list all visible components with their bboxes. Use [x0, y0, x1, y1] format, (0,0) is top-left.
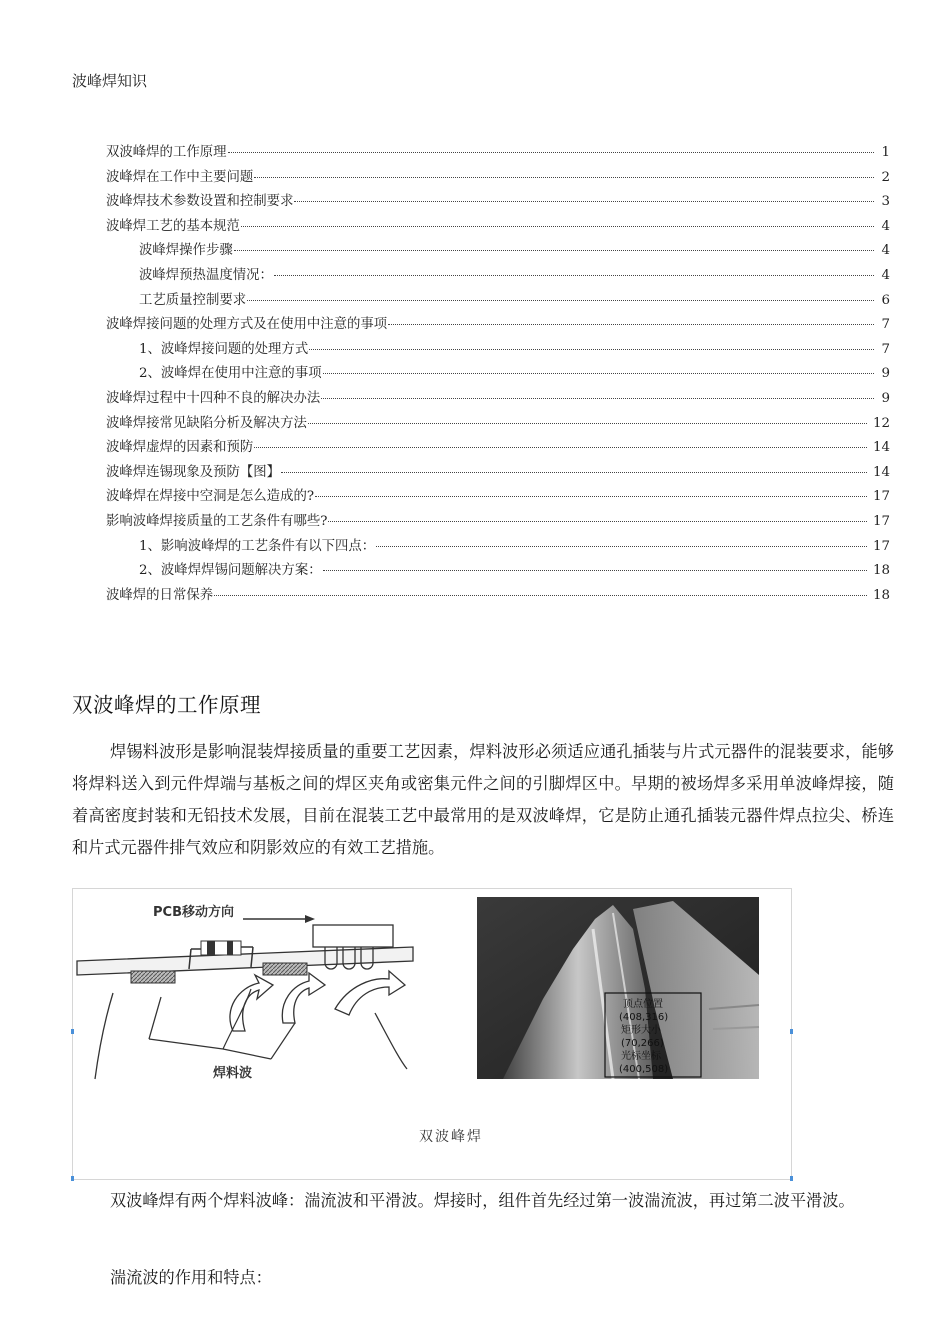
chip-component-2 — [263, 963, 307, 975]
paragraph-turbulent-wave: 湍流波的作用和特点： — [110, 1268, 272, 1287]
toc-entry[interactable] — [106, 190, 890, 215]
toc-entry-title: 波峰焊预热温度情况： — [139, 267, 273, 283]
paragraph-intro: 焊锡料波形是影响混装焊接质量的重要工艺因素，焊料波形必须适应通孔插装与片式元器件的混装要求，能够将焊料送入到元件焊端与基板之间的焊区夹角或密集元件之间的引脚焊区中。早期的被场焊多采用单波峰焊接，随着高密度封装和无铅技术发展，目前在混装工艺中最常用的是双波峰焊，它是防止通孔插装元器件焊点拉尖、桥连和片式元器件排气效应和阴影效应的有效工艺措施。 — [72, 742, 894, 857]
toc-page-number: 6 — [881, 292, 890, 308]
toc-entry-title: 工艺质量控制要求 — [139, 292, 247, 308]
resize-handle-bottom-right[interactable] — [790, 1176, 793, 1181]
toc-entry-title: 双波峰焊的工作原理 — [106, 145, 227, 160]
toc-entry-title: 波峰焊在工作中主要问题 — [106, 169, 254, 185]
toc-entry[interactable] — [106, 387, 890, 412]
toc-entry-title: 波峰焊技术参数设置和控制要求 — [106, 194, 294, 210]
toc-page-number: 14 — [872, 440, 890, 456]
toc-page-number: 4 — [881, 243, 890, 259]
toc-entry[interactable] — [106, 141, 890, 166]
toc-dot-leader — [281, 472, 867, 473]
toc-entry[interactable] — [106, 166, 890, 191]
toc-dot-leader — [214, 595, 867, 596]
toc-entry-title: 波峰焊虚焊的因素和预防 — [106, 440, 254, 456]
toc-dot-leader — [294, 201, 874, 202]
toc-entry-title: 波峰焊操作步骤 — [139, 243, 233, 259]
resize-handle-right[interactable] — [790, 1029, 793, 1034]
toc-page-number: 7 — [881, 341, 890, 357]
toc-dot-leader — [228, 152, 874, 153]
toc-entry[interactable] — [106, 584, 890, 609]
wave-arrow-2 — [282, 973, 325, 1023]
toc-entry[interactable] — [106, 338, 890, 363]
toc-dot-leader — [323, 373, 874, 374]
wave-label: 焊料波 — [213, 1066, 253, 1081]
toc-dot-leader — [388, 324, 874, 325]
dual-wave-figure — [72, 888, 792, 1180]
toc-dot-leader — [254, 447, 867, 448]
toc-dot-leader — [274, 275, 874, 276]
section-title: 双波峰焊的工作原理 — [72, 693, 261, 717]
readout-line-2: (408,316) — [619, 1012, 669, 1023]
toc-dot-leader — [234, 250, 874, 251]
toc-entry[interactable] — [106, 535, 890, 560]
toc-entry[interactable] — [106, 362, 890, 387]
paragraph-dual-wave: 双波峰焊有两个焊料波峰：湍流波和平滑波。焊接时，组件首先经过第一波湍流波，再过第二波平滑波。 — [110, 1191, 855, 1210]
toc-dot-leader — [323, 570, 867, 571]
toc-entry-title: 波峰焊接问题的处理方式及在使用中注意的事项 — [106, 317, 388, 333]
toc-page-number: 18 — [872, 563, 890, 579]
figure-illustration — [73, 889, 791, 1179]
toc-entry-title: 波峰焊过程中十四种不良的解决办法 — [106, 390, 321, 406]
toc-dot-leader — [254, 177, 874, 178]
toc-entry[interactable] — [106, 264, 890, 289]
toc-page-number: 14 — [872, 464, 890, 480]
toc-page-number: 7 — [881, 317, 890, 333]
wave-arrow-3 — [335, 971, 405, 1015]
toc-dot-leader — [241, 226, 874, 227]
ic-component — [313, 925, 393, 947]
toc-page-number: 1 — [881, 145, 890, 160]
toc-page-number: 18 — [872, 587, 890, 603]
toc-entry-title: 波峰焊的日常保养 — [106, 587, 214, 603]
toc-entry[interactable] — [106, 239, 890, 264]
toc-entry-title: 2、波峰焊焊锡问题解决方案： — [139, 563, 322, 579]
toc-page-number: 2 — [881, 169, 890, 185]
toc-entry-title: 1、影响波峰焊的工艺条件有以下四点： — [139, 538, 376, 554]
toc-page-number: 4 — [881, 267, 890, 283]
toc-entry[interactable] — [106, 215, 890, 240]
toc-dot-leader — [308, 423, 867, 424]
readout-line-6: (400,508) — [619, 1064, 669, 1075]
toc-dot-leader — [309, 349, 874, 350]
toc-entry[interactable] — [106, 289, 890, 314]
toc-page-number: 12 — [872, 415, 890, 431]
readout-line-1: 顶点位置 — [623, 999, 663, 1010]
document-header: 波峰焊知识 — [72, 72, 148, 90]
toc-dot-leader — [376, 546, 867, 547]
toc-entry[interactable] — [106, 313, 890, 338]
toc-page-number: 17 — [872, 489, 890, 505]
toc-dot-leader — [321, 398, 874, 399]
toc-entry-title: 影响波峰焊接质量的工艺条件有哪些? — [106, 513, 328, 529]
chip-component-1 — [131, 971, 175, 983]
toc-entry[interactable] — [106, 412, 890, 437]
figure-caption: 双波峰焊 — [419, 1129, 483, 1145]
toc-page-number: 4 — [881, 218, 890, 234]
toc-dot-leader — [247, 300, 874, 301]
toc-entry-title: 波峰焊连锡现象及预防【图】 — [106, 464, 281, 480]
toc-page-number: 17 — [872, 538, 890, 554]
toc-entry-title: 波峰焊工艺的基本规范 — [106, 218, 240, 234]
resize-handle-left[interactable] — [71, 1029, 74, 1034]
resize-handle-bottom-left[interactable] — [71, 1176, 74, 1181]
toc-entry[interactable] — [106, 461, 890, 486]
pcb-direction-label: PCB移动方向 — [153, 905, 234, 920]
toc-page-number: 9 — [881, 366, 890, 382]
toc-dot-leader — [315, 496, 867, 497]
table-of-contents — [106, 141, 890, 608]
toc-entry[interactable] — [106, 436, 890, 461]
readout-line-3: 矩形大小 — [621, 1025, 661, 1036]
toc-entry-title: 波峰焊在焊接中空洞是怎么造成的? — [106, 489, 315, 505]
toc-entry[interactable] — [106, 485, 890, 510]
readout-line-4: (70,266) — [621, 1038, 664, 1049]
toc-entry-title: 1、波峰焊接问题的处理方式 — [139, 341, 309, 357]
toc-page-number: 3 — [881, 194, 890, 210]
pcb-board — [77, 947, 413, 975]
toc-page-number: 17 — [872, 513, 890, 529]
toc-entry-title: 波峰焊接常见缺陷分析及解决方法 — [106, 415, 307, 431]
toc-entry[interactable] — [106, 510, 890, 535]
toc-entry-title: 2、波峰焊在使用中注意的事项 — [139, 366, 322, 382]
readout-line-5: 光标坐标 — [621, 1051, 661, 1062]
toc-page-number: 9 — [881, 390, 890, 406]
toc-entry[interactable] — [106, 559, 890, 584]
toc-dot-leader — [328, 521, 867, 522]
